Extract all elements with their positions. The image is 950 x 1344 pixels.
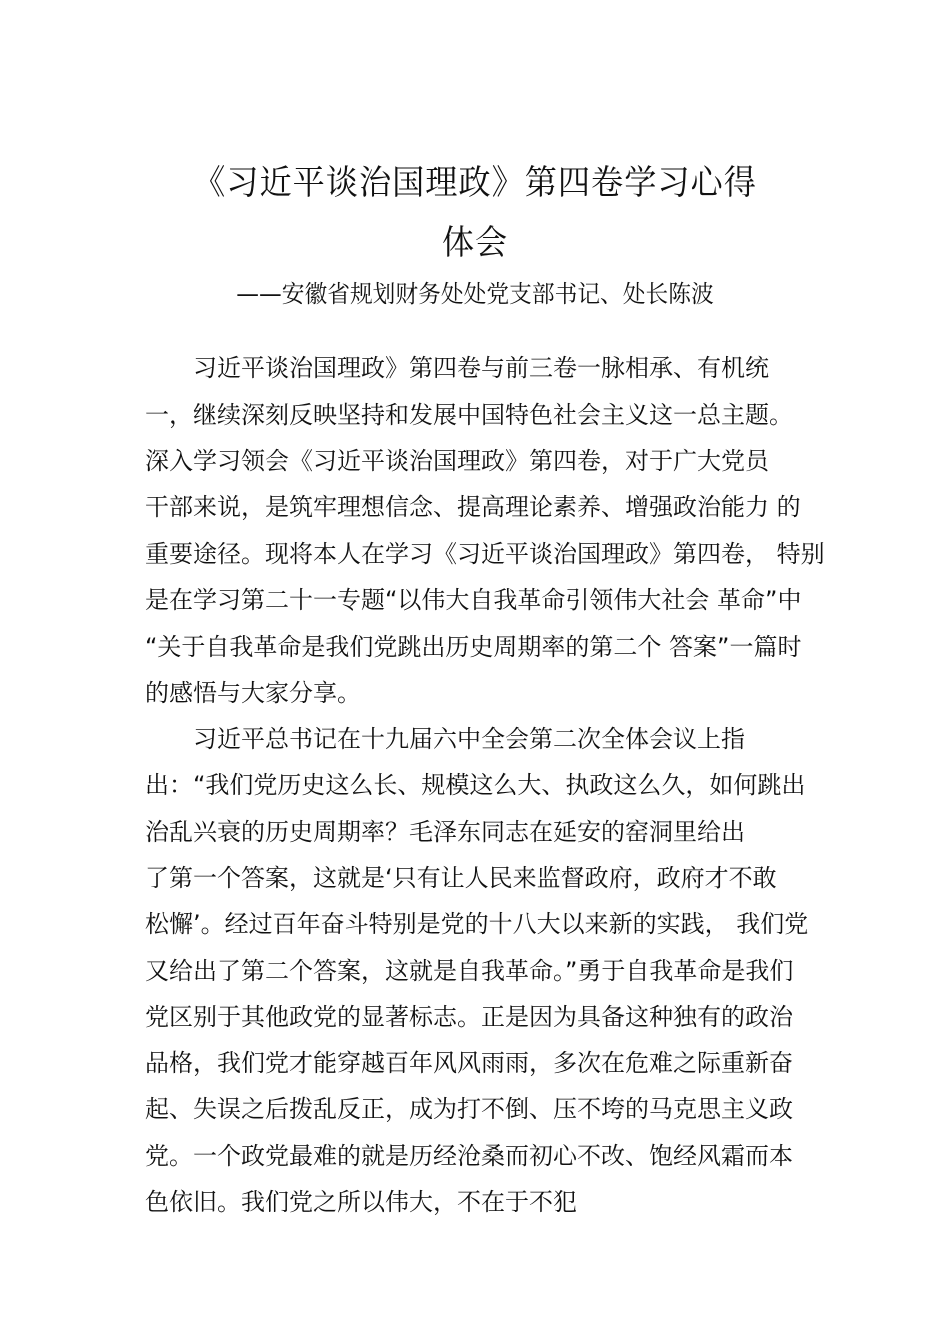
paragraph-line: 干部来说，是筑牢理想信念、提高理论素养、增强政治能力 的 bbox=[145, 493, 801, 521]
paragraph-line: 一，继续深刻反映坚持和发展中国特色社会主义这一总主题。 bbox=[145, 401, 793, 429]
paragraph-line: 党区别于其他政党的显著标志。正是因为具备这种独有的政治 bbox=[145, 1003, 793, 1031]
paragraph-line: 了第一个答案，这就是‘只有让人民来监督政府，政府才不敢 bbox=[145, 864, 777, 892]
document-title-line-1: 《习近平谈治国理政》第四卷学习心得 bbox=[193, 163, 757, 203]
paragraph-line: 起、失误之后拨乱反正，成为打不倒、压不垮的马克思主义政 bbox=[145, 1095, 793, 1123]
paragraph-line: 品格，我们党才能穿越百年风风雨雨，多次在危难之际重新奋 bbox=[145, 1049, 793, 1077]
paragraph-line: 党。一个政党最难的就是历经沧桑而初心不改、饱经风霜而本 bbox=[145, 1142, 793, 1170]
paragraph-line: 是在学习第二十一专题“以伟大自我革命引领伟大社会 革命”中 bbox=[145, 586, 802, 614]
paragraph-line: “关于自我革命是我们党跳出历史周期率的第二个 答案”一篇时 bbox=[145, 633, 802, 661]
paragraph-line: 深入学习领会《习近平谈治国理政》第四卷，对于广大党员 bbox=[145, 447, 769, 475]
document-title-line-2: 体会 bbox=[441, 223, 509, 263]
paragraph-line: 色依旧。我们党之所以伟大，不在于不犯 bbox=[145, 1188, 577, 1216]
paragraph-line: 的感悟与大家分享。 bbox=[145, 679, 361, 707]
document-subtitle: ——安徽省规划财务处处党支部书记、处长陈波 bbox=[236, 280, 714, 308]
paragraph-line: 习近平总书记在十九届六中全会第二次全体会议上指 bbox=[193, 725, 745, 753]
paragraph-line: 习近平谈治国理政》第四卷与前三卷一脉相承、有机统 bbox=[193, 354, 769, 382]
paragraph-line: 松懈’。经过百年奋斗特别是党的十八大以来新的实践， 我们党 bbox=[145, 910, 809, 938]
paragraph-line: 重要途径。现将本人在学习《习近平谈治国理政》第四卷， 特别 bbox=[145, 540, 825, 568]
paragraph-line: 出：“我们党历史这么长、规模这么大、执政这么久，如何跳出 bbox=[145, 771, 806, 799]
paragraph-line: 又给出了第二个答案，这就是自我革命。”勇于自我革命是我们 bbox=[145, 957, 794, 985]
paragraph-line: 治乱兴衰的历史周期率？毛泽东同志在延安的窑洞里给出 bbox=[145, 818, 745, 846]
